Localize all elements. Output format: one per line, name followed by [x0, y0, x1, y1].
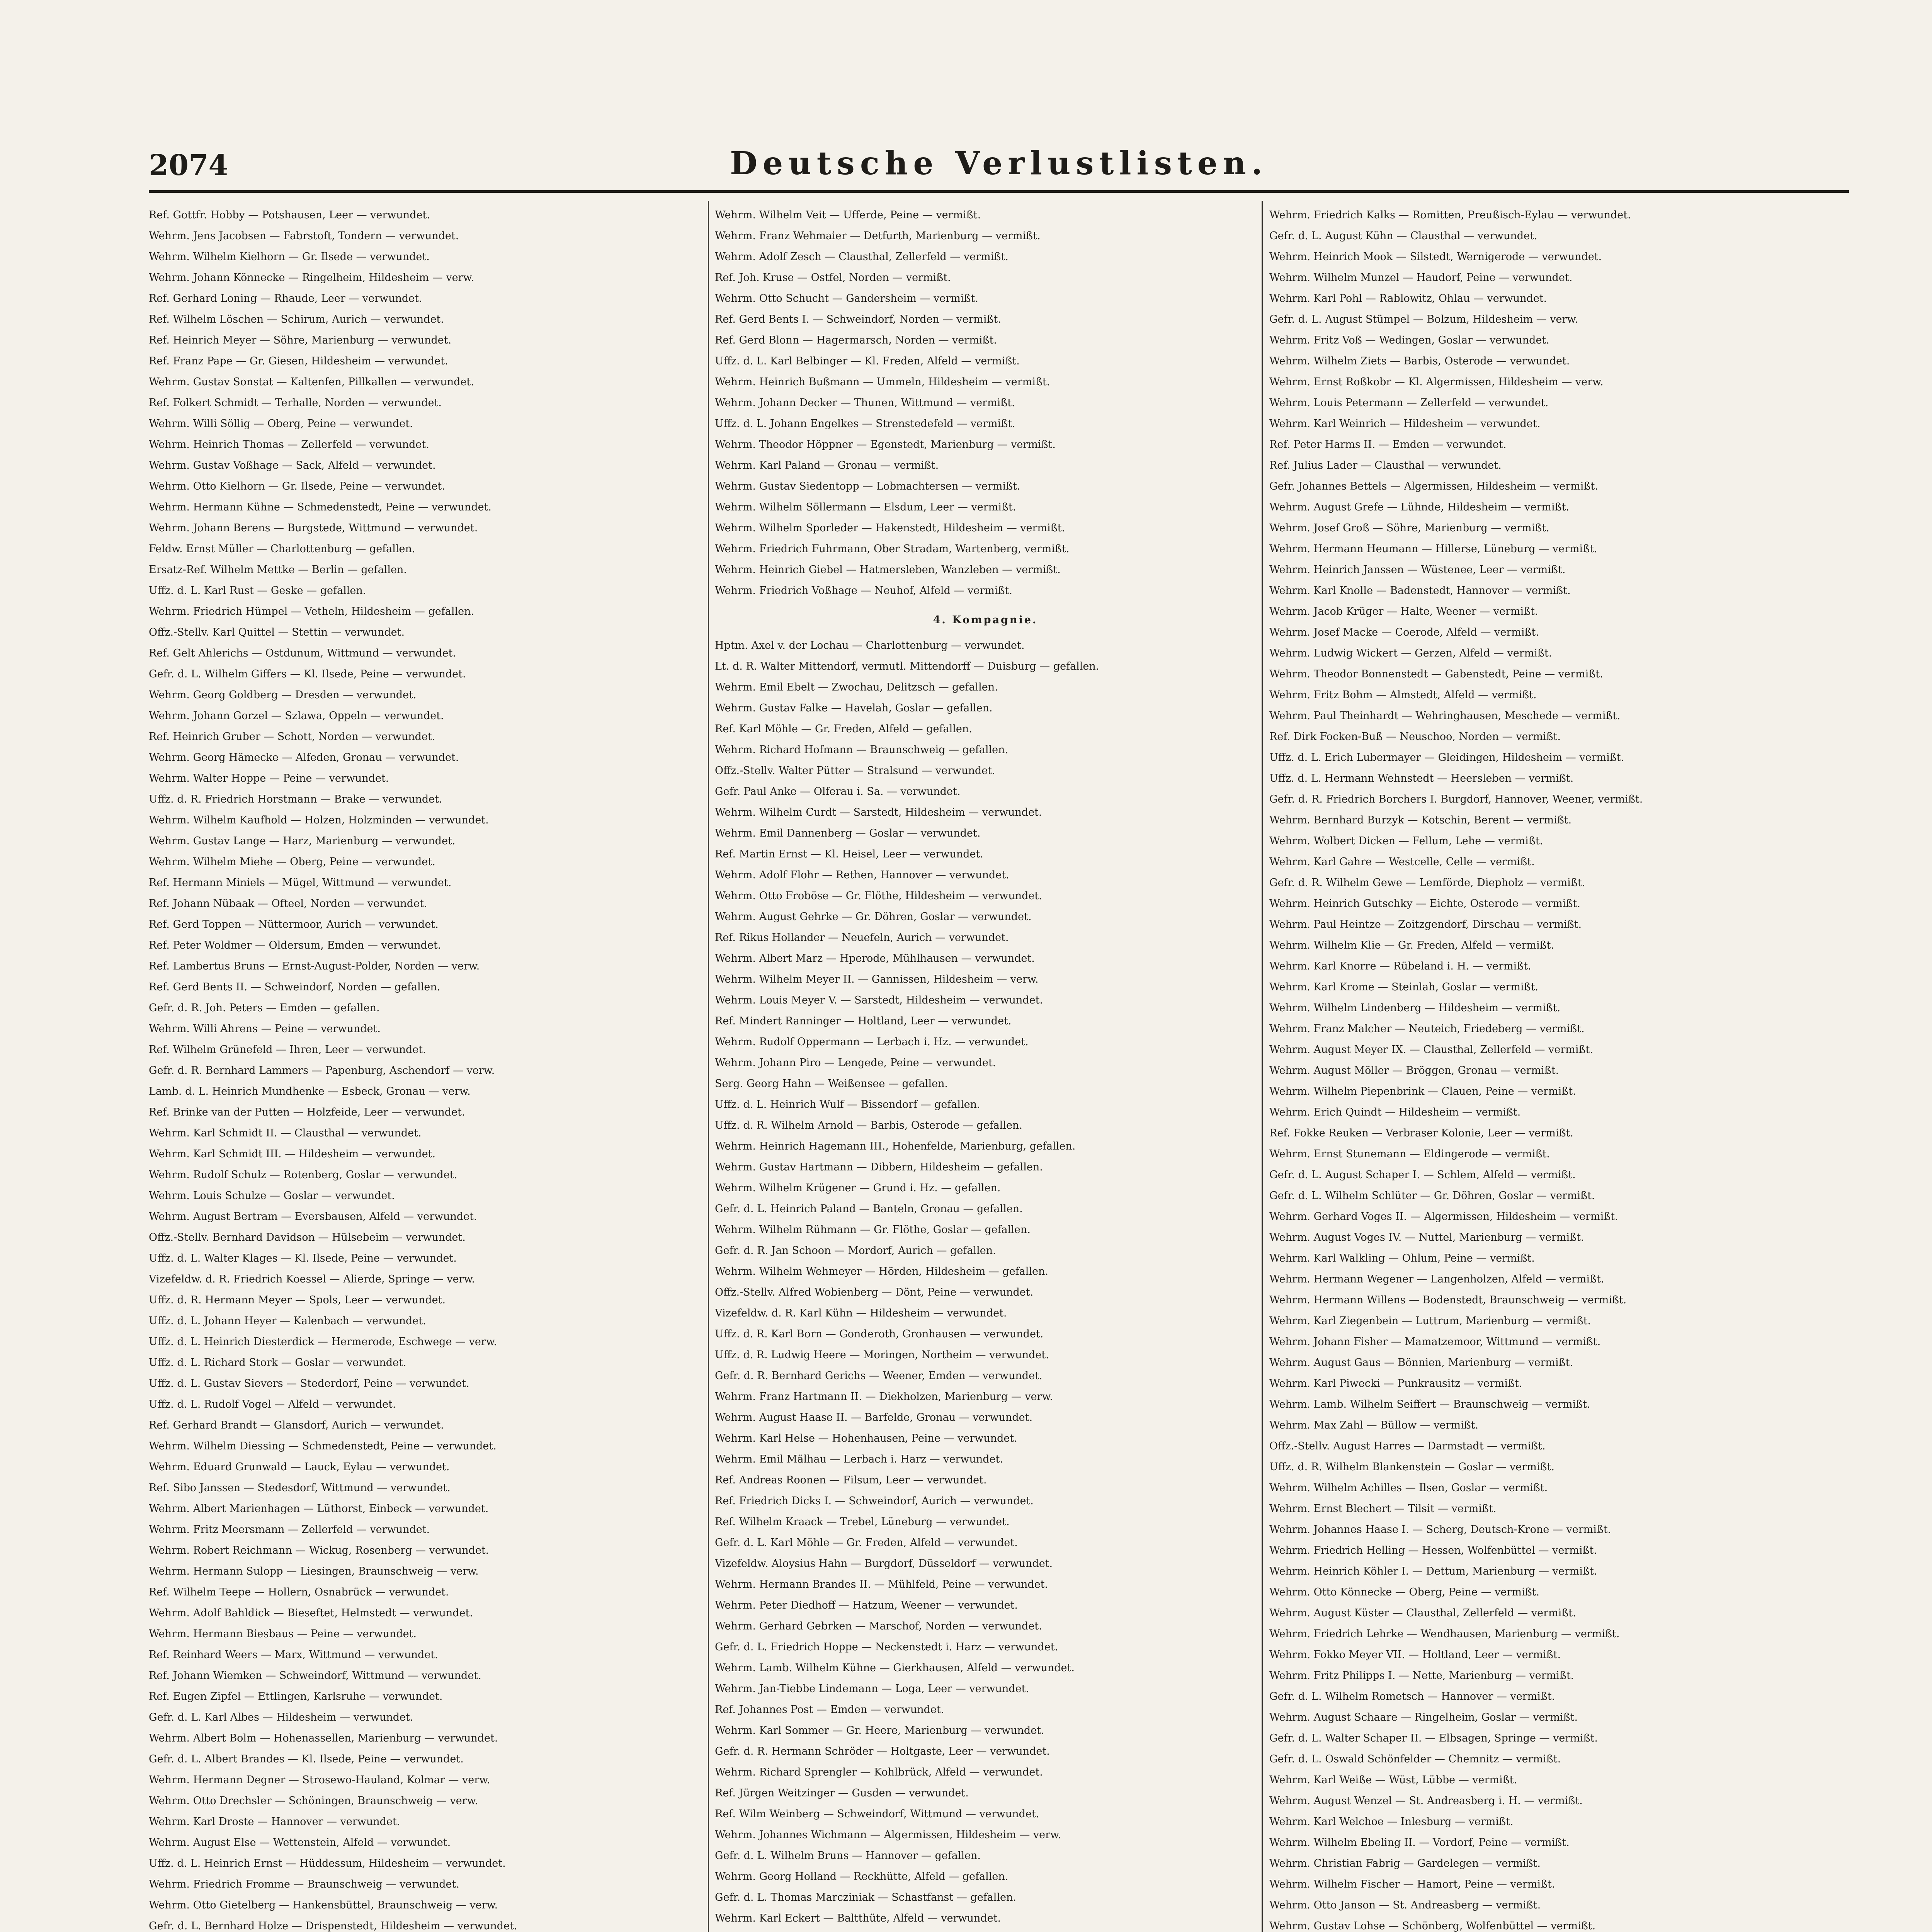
list-column-2 [715, 205, 1256, 1932]
casualty-entry: Wehrm. Gustav Hartmann — Dibbern, Hildesheim — gefallen. [715, 1161, 1043, 1173]
casualty-entry: Wehrm. Wilhelm Lindenberg — Hildesheim — vermißt. [1269, 1002, 1561, 1014]
casualty-entry: Uffz. d. L. Heinrich Wulf — Bissendorf — gefallen. [715, 1099, 980, 1111]
casualty-entry: Gefr. d. L. August Stümpel — Bolzum, Hildesheim — verw. [1269, 313, 1578, 325]
casualty-entry: Wehrm. Wilhelm Curdt — Sarstedt, Hildesheim — verwundet. [715, 806, 1042, 818]
casualty-entry: Uffz. d. L. Heinrich Ernst — Hüddessum, Hildesheim — verwundet. [149, 1857, 506, 1869]
casualty-entry: Wehrm. August Wenzel — St. Andreasberg i. H. — vermißt. [1269, 1795, 1583, 1807]
casualty-entry: Wehrm. Richard Hofmann — Braunschweig — gefallen. [715, 744, 1009, 756]
casualty-entry: Wehrm. August Möller — Bröggen, Gronau — vermißt. [1269, 1065, 1559, 1077]
casualty-entry: Ref. Reinhard Weers — Marx, Wittmund — verwundet. [149, 1649, 438, 1661]
casualty-entry: Gefr. d. R. Bernhard Gerichs — Weener, Emden — verwundet. [715, 1370, 1043, 1382]
casualty-entry: Wehrm. Johann Könnecke — Ringelheim, Hildesheim — verw. [149, 272, 474, 284]
casualty-entry: Wehrm. Robert Reichmann — Wickug, Rosenberg — verwundet. [149, 1544, 489, 1556]
casualty-entry: Gefr. d. R. Wilhelm Gewe — Lemförde, Diepholz — vermißt. [1269, 877, 1585, 889]
casualty-entry: Wehrm. Hermann Wegener — Langenholzen, Alfeld — vermißt. [1269, 1273, 1604, 1285]
casualty-entry: Wehrm. Louis Meyer V. — Sarstedt, Hildesheim — verwundet. [715, 994, 1043, 1006]
casualty-entry: Wehrm. August Gaus — Bönnien, Marienburg — vermißt. [1269, 1357, 1573, 1369]
casualty-entry: Wehrm. Peter Diedhoff — Hatzum, Weener — verwundet. [715, 1599, 1018, 1611]
casualty-entry: Wehrm. Gustav Sonstat — Kaltenfen, Pillkallen — verwundet. [149, 376, 474, 388]
casualty-entry: Wehrm. Wilhelm Sporleder — Hakenstedt, Hildesheim — vermißt. [715, 522, 1065, 534]
casualty-entry: Ref. Eugen Zipfel — Ettlingen, Karlsruhe — verwundet. [149, 1690, 443, 1702]
casualty-entry: Wehrm. Gerhard Voges II. — Algermissen, Hildesheim — vermißt. [1269, 1211, 1618, 1223]
casualty-entry: Wehrm. Gustav Falke — Havelah, Goslar — gefallen. [715, 702, 993, 714]
casualty-entry: Uffz. d. R. Wilhelm Arnold — Barbis, Osterode — gefallen. [715, 1119, 1022, 1131]
column-divider [708, 201, 709, 1932]
casualty-entry: Uffz. d. L. Walter Klages — Kl. Ilsede, Peine — verwundet. [149, 1252, 457, 1264]
casualty-entry: Wehrm. Fritz Voß — Wedingen, Goslar — verwundet. [1269, 334, 1549, 346]
casualty-entry: Wehrm. Johann Fisher — Mamatzemoor, Wittmund — vermißt. [1269, 1336, 1601, 1348]
casualty-entry: Wehrm. Heinrich Mook — Silstedt, Wernigerode — verwundet. [1269, 251, 1602, 263]
casualty-entry: Wehrm. Karl Schmidt II. — Clausthal — verwundet. [149, 1127, 422, 1139]
casualty-entry: Ref. Gerhard Brandt — Glansdorf, Aurich — verwundet. [149, 1419, 444, 1431]
casualty-entry: Wehrm. Wilhelm Klie — Gr. Freden, Alfeld — vermißt. [1269, 939, 1554, 951]
casualty-entry: Gefr. d. L. Wilhelm Bruns — Hannover — gefallen. [715, 1850, 981, 1862]
casualty-entry: Uffz. d. L. Hermann Wehnstedt — Heersleben — vermißt. [1269, 772, 1574, 784]
casualty-entry: Wehrm. Theodor Bonnenstedt — Gabenstedt, Peine — vermißt. [1269, 668, 1603, 680]
casualty-entry: Ref. Gerd Bents I. — Schweindorf, Norden — vermißt. [715, 313, 1001, 325]
casualty-entry: Wehrm. Otto Kielhorn — Gr. Ilsede, Peine — verwundet. [149, 480, 445, 492]
casualty-entry: Wehrm. Franz Malcher — Neuteich, Friedeberg — vermißt. [1269, 1023, 1585, 1035]
casualty-entry: Gefr. d. L. Thomas Marcziniak — Schastfanst — gefallen. [715, 1891, 1016, 1903]
casualty-entry: Wehrm. Wilhelm Söllermann — Elsdum, Leer — vermißt. [715, 501, 1016, 513]
casualty-entry: Uffz. d. L. Gustav Sievers — Stederdorf, Peine — verwundet. [149, 1378, 469, 1389]
casualty-entry: Wehrm. Karl Weiße — Wüst, Lübbe — vermißt. [1269, 1774, 1517, 1786]
casualty-entry: Wehrm. Otto Gietelberg — Hankensbüttel, Braunschweig — verw. [149, 1899, 498, 1911]
casualty-entry: Wehrm. Otto Janson — St. Andreasberg — vermißt. [1269, 1899, 1541, 1911]
casualty-entry: Uffz. d. L. Heinrich Diesterdick — Hermerode, Eschwege — verw. [149, 1336, 497, 1348]
casualty-entry: Ref. Wilhelm Grünefeld — Ihren, Leer — verwundet. [149, 1044, 426, 1056]
casualty-entry: Gefr. d. R. Friedrich Borchers I. Burgdorf, Hannover, Weener, vermißt. [1269, 793, 1643, 805]
casualty-entry: Uffz. d. L. Richard Stork — Goslar — verwundet. [149, 1357, 406, 1369]
casualty-entry: Wehrm. Bernhard Burzyk — Kotschin, Berent — vermißt. [1269, 814, 1572, 826]
casualty-entry: Feldw. Ernst Müller — Charlottenburg — gefallen. [149, 543, 415, 555]
casualty-entry: Offz.-Stellv. Alfred Wobienberg — Dönt, Peine — verwundet. [715, 1286, 1034, 1298]
casualty-entry: Uffz. d. L. Johann Heyer — Kalenbach — verwundet. [149, 1315, 426, 1327]
casualty-entry: Vizefeldw. d. R. Karl Kühn — Hildesheim — verwundet. [715, 1307, 1007, 1319]
casualty-entry: Gefr. d. R. Joh. Peters — Emden — gefallen. [149, 1002, 380, 1014]
casualty-entry: Wehrm. Wilhelm Kielhorn — Gr. Ilsede — verwundet. [149, 251, 430, 263]
casualty-entry: Offz.-Stellv. Karl Quittel — Stettin — verwundet. [149, 626, 405, 638]
casualty-entry: Ref. Gelt Ahlerichs — Ostdunum, Wittmund — verwundet. [149, 647, 456, 659]
casualty-entry: Wehrm. Gustav Siedentopp — Lobmachtersen — vermißt. [715, 480, 1020, 492]
casualty-entry: Ref. Brinke van der Putten — Holzfeide, Leer — verwundet. [149, 1106, 465, 1118]
casualty-entry: Ref. Johann Wiemken — Schweindorf, Wittmund — verwundet. [149, 1670, 481, 1682]
casualty-entry: Wehrm. Franz Hartmann II. — Diekholzen, Marienburg — verw. [715, 1391, 1053, 1403]
casualty-entry: Ref. Sibo Janssen — Stedesdorf, Wittmund — verwundet. [149, 1482, 451, 1494]
casualty-entry: Wehrm. Wilhelm Fischer — Hamort, Peine — vermißt. [1269, 1878, 1555, 1890]
casualty-entry: Wehrm. Ernst Roßkobr — Kl. Algermissen, Hildesheim — verw. [1269, 376, 1604, 388]
casualty-entry: Wehrm. Karl Weinrich — Hildesheim — verwundet. [1269, 418, 1541, 430]
casualty-entry: Gefr. d. L. Karl Möhle — Gr. Freden, Alfeld — verwundet. [715, 1537, 1018, 1549]
casualty-entry: Wehrm. Wilhelm Achilles — Ilsen, Goslar — vermißt. [1269, 1482, 1548, 1494]
casualty-entry: Gefr. d. L. Karl Albes — Hildesheim — verwundet. [149, 1711, 413, 1723]
casualty-entry: Gefr. d. R. Hermann Schröder — Holtgaste, Leer — verwundet. [715, 1745, 1050, 1757]
casualty-entry: Wehrm. Erich Quindt — Hildesheim — vermißt. [1269, 1106, 1521, 1118]
casualty-entry: Wehrm. Gerhard Gebrken — Marschof, Norden — verwundet. [715, 1620, 1042, 1632]
casualty-entry: Wehrm. Karl Welchoe — Inlesburg — vermißt. [1269, 1816, 1514, 1828]
casualty-entry: Wehrm. Heinrich Gutschky — Eichte, Osterode — vermißt. [1269, 898, 1580, 910]
casualty-entry: Ref. Gerd Bents II. — Schweindorf, Norden — gefallen. [149, 981, 440, 993]
casualty-entry: Wehrm. Albert Marienhagen — Lüthorst, Einbeck — verwundet. [149, 1503, 489, 1515]
casualty-entry: Wehrm. Max Zahl — Büllow — vermißt. [1269, 1419, 1479, 1431]
casualty-entry: Vizefeldw. Aloysius Hahn — Burgdorf, Düsseldorf — verwundet. [715, 1558, 1053, 1570]
casualty-entry: Ersatz-Ref. Wilhelm Mettke — Berlin — gefallen. [149, 564, 407, 576]
casualty-entry: Wehrm. August Else — Wettenstein, Alfeld — verwundet. [149, 1837, 451, 1849]
casualty-entry: Wehrm. Wilhelm Veit — Ufferde, Peine — vermißt. [715, 209, 981, 221]
casualty-entry: Wehrm. Adolf Zesch — Clausthal, Zellerfeld — vermißt. [715, 251, 1009, 263]
casualty-entry: Wehrm. Wilhelm Miehe — Oberg, Peine — verwundet. [149, 856, 435, 868]
casualty-entry: Wehrm. August Voges IV. — Nuttel, Marienburg — vermißt. [1269, 1231, 1584, 1243]
casualty-entry: Wehrm. Karl Ziegenbein — Luttrum, Marienburg — vermißt. [1269, 1315, 1591, 1327]
casualty-entry: Gefr. d. L. Walter Schaper II. — Elbsagen, Springe — vermißt. [1269, 1732, 1598, 1744]
page-number: 2074 [149, 149, 228, 182]
casualty-entry: Uffz. d. R. Ludwig Heere — Moringen, Northeim — verwundet. [715, 1349, 1049, 1361]
casualty-entry: Offz.-Stellv. August Harres — Darmstadt — vermißt. [1269, 1440, 1546, 1452]
casualty-entry: Wehrm. Albert Bolm — Hohenassellen, Marienburg — verwundet. [149, 1732, 498, 1744]
casualty-entry: Ref. Peter Harms II. — Emden — verwundet. [1269, 439, 1507, 451]
casualty-entry: Ref. Hermann Miniels — Mügel, Wittmund — verwundet. [149, 877, 452, 889]
casualty-entry: Wehrm. Heinrich Bußmann — Ummeln, Hildesheim — vermißt. [715, 376, 1050, 388]
list-column-1 [149, 205, 701, 1932]
casualty-entry: Uffz. d. L. Erich Lubermayer — Gleidingen, Hildesheim — vermißt. [1269, 752, 1624, 764]
casualty-entry: Wehrm. Karl Eckert — Baltthüte, Alfeld — verwundet. [715, 1912, 1001, 1924]
casualty-entry: Wehrm. Jens Jacobsen — Fabrstoft, Tondern — verwundet. [149, 230, 459, 242]
casualty-entry: Lt. d. R. Walter Mittendorf, vermutl. Mittendorff — Duisburg — gefallen. [715, 660, 1099, 672]
casualty-entry: Wehrm. Karl Knorre — Rübeland i. H. — vermißt. [1269, 960, 1531, 972]
casualty-entry: Uffz. d. L. Karl Rust — Geske — gefallen. [149, 585, 366, 597]
casualty-entry: Ref. Johann Nübaak — Ofteel, Norden — verwundet. [149, 898, 427, 910]
casualty-entry: Wehrm. August Gehrke — Gr. Döhren, Goslar — verwundet. [715, 911, 1032, 923]
casualty-entry: Gefr. d. R. Bernhard Lammers — Papenburg, Aschendorf — verw. [149, 1065, 495, 1077]
casualty-entry: Gefr. d. L. Friedrich Hoppe — Neckenstedt i. Harz — verwundet. [715, 1641, 1058, 1653]
casualty-entry: Uffz. d. L. Rudolf Vogel — Alfeld — verwundet. [149, 1398, 396, 1410]
casualty-entry: Wehrm. Walter Hoppe — Peine — verwundet. [149, 772, 389, 784]
section-heading: 4. Kompagnie. [933, 614, 1038, 626]
casualty-entry: Wehrm. Karl Sommer — Gr. Heere, Marienburg — verwundet. [715, 1725, 1044, 1736]
casualty-entry: Wehrm. Friedrich Fuhrmann, Ober Stradam, Wartenberg, vermißt. [715, 543, 1070, 555]
casualty-entry: Gefr. Paul Anke — Olferau i. Sa. — verwundet. [715, 786, 961, 798]
casualty-entry: Ref. Gerhard Loning — Rhaude, Leer — verwundet. [149, 293, 422, 304]
casualty-entry: Wehrm. Louis Petermann — Zellerfeld — verwundet. [1269, 397, 1549, 409]
casualty-entry: Wehrm. Wilhelm Rühmann — Gr. Flöthe, Goslar — gefallen. [715, 1224, 1031, 1236]
casualty-entry: Ref. Gottfr. Hobby — Potshausen, Leer — verwundet. [149, 209, 430, 221]
casualty-entry: Wehrm. Karl Paland — Gronau — vermißt. [715, 459, 939, 471]
casualty-entry: Wehrm. Karl Walkling — Ohlum, Peine — vermißt. [1269, 1252, 1535, 1264]
casualty-entry: Gefr. d. L. August Schaper I. — Schlem, Alfeld — vermißt. [1269, 1169, 1576, 1181]
casualty-entry: Ref. Gerd Blonn — Hagermarsch, Norden — vermißt. [715, 334, 997, 346]
casualty-entry: Wehrm. Wolbert Dicken — Fellum, Lehe — vermißt. [1269, 835, 1543, 847]
casualty-entry: Wehrm. Louis Schulze — Goslar — verwundet. [149, 1190, 395, 1202]
casualty-entry: Wehrm. Jacob Krüger — Halte, Weener — vermißt. [1269, 605, 1538, 617]
casualty-entry: Wehrm. Paul Theinhardt — Wehringhausen, Meschede — vermißt. [1269, 710, 1620, 722]
casualty-entry: Ref. Mindert Ranninger — Holtland, Leer — verwundet. [715, 1015, 1012, 1027]
casualty-entry: Wehrm. Hermann Heumann — Hillerse, Lüneburg — vermißt. [1269, 543, 1597, 555]
casualty-entry: Wehrm. August Haase II. — Barfelde, Gronau — verwundet. [715, 1412, 1033, 1423]
casualty-entry: Wehrm. Karl Gahre — Westcelle, Celle — vermißt. [1269, 856, 1535, 868]
casualty-entry: Wehrm. Gustav Lange — Harz, Marienburg — verwundet. [149, 835, 456, 847]
casualty-entry: Uffz. d. R. Wilhelm Blankenstein — Goslar — vermißt. [1269, 1461, 1554, 1473]
casualty-entry: Wehrm. Karl Pohl — Rablowitz, Ohlau — verwundet. [1269, 293, 1547, 304]
page-header [149, 145, 1849, 187]
casualty-entry: Wehrm. Karl Piwecki — Punkrausitz — vermißt. [1269, 1378, 1522, 1389]
casualty-entry: Wehrm. Georg Holland — Reckhütte, Alfeld — gefallen. [715, 1871, 1009, 1883]
casualty-entry: Wehrm. Heinrich Köhler I. — Dettum, Marienburg — vermißt. [1269, 1565, 1597, 1577]
casualty-entry: Wehrm. Fritz Philipps I. — Nette, Marienburg — vermißt. [1269, 1670, 1574, 1682]
casualty-entry: Wehrm. Lamb. Wilhelm Kühne — Gierkhausen, Alfeld — verwundet. [715, 1662, 1075, 1674]
casualty-entry: Uffz. d. R. Friedrich Horstmann — Brake — verwundet. [149, 793, 442, 805]
casualty-entry: Wehrm. Heinrich Thomas — Zellerfeld — verwundet. [149, 439, 429, 451]
casualty-entry: Wehrm. Otto Drechsler — Schöningen, Braunschweig — verw. [149, 1795, 478, 1807]
casualty-entry: Wehrm. Heinrich Hagemann III., Hohenfelde, Marienburg, gefallen. [715, 1140, 1076, 1152]
casualty-entry: Wehrm. Ernst Stunemann — Eldingerode — vermißt. [1269, 1148, 1550, 1160]
casualty-entry: Wehrm. Wilhelm Kaufhold — Holzen, Holzminden — verwundet. [149, 814, 489, 826]
casualty-entry: Wehrm. Friedrich Fromme — Braunschweig — verwundet. [149, 1878, 459, 1890]
casualty-entry: Wehrm. Richard Sprengler — Kohlbrück, Alfeld — verwundet. [715, 1766, 1043, 1778]
casualty-entry: Wehrm. Fokko Meyer VII. — Holtland, Leer — vermißt. [1269, 1649, 1561, 1661]
casualty-entry: Ref. Folkert Schmidt — Terhalle, Norden — verwundet. [149, 397, 442, 409]
casualty-entry: Wehrm. Adolf Bahldick — Bieseftet, Helmstedt — verwundet. [149, 1607, 473, 1619]
casualty-entry: Wehrm. Wilhelm Piepenbrink — Clauen, Peine — vermißt. [1269, 1085, 1576, 1097]
casualty-entry: Wehrm. Eduard Grunwald — Lauck, Eylau — verwundet. [149, 1461, 450, 1473]
casualty-entry: Wehrm. August Meyer IX. — Clausthal, Zellerfeld — vermißt. [1269, 1044, 1593, 1056]
casualty-entry: Gefr. d. L. Heinrich Paland — Banteln, Gronau — gefallen. [715, 1203, 1023, 1215]
casualty-entry: Wehrm. Friedrich Helling — Hessen, Wolfenbüttel — vermißt. [1269, 1544, 1597, 1556]
casualty-entry: Ref. Rikus Hollander — Neuefeln, Aurich — verwundet. [715, 932, 1009, 944]
casualty-entry: Wehrm. Wilhelm Meyer II. — Gannissen, Hildesheim — verw. [715, 973, 1039, 985]
casualty-entry: Wehrm. Johannes Wichmann — Algermissen, Hildesheim — verw. [715, 1829, 1061, 1841]
casualty-entry: Gefr. d. L. Oswald Schönfelder — Chemnitz — vermißt. [1269, 1753, 1561, 1765]
casualty-entry: Wehrm. Friedrich Lehrke — Wendhausen, Marienburg — vermißt. [1269, 1628, 1620, 1640]
casualty-entry: Gefr. Johannes Bettels — Algermissen, Hildesheim — vermißt. [1269, 480, 1598, 492]
casualty-entry: Wehrm. Gustav Voßhage — Sack, Alfeld — verwundet. [149, 459, 436, 471]
casualty-entry: Ref. Franz Pape — Gr. Giesen, Hildesheim — verwundet. [149, 355, 448, 367]
casualty-entry: Wehrm. Hermann Biesbaus — Peine — verwundet. [149, 1628, 417, 1640]
casualty-entry: Wehrm. Wilhelm Diessing — Schmedenstedt, Peine — verwundet. [149, 1440, 497, 1452]
casualty-entry: Gefr. d. L. Wilhelm Schlüter — Gr. Döhren, Goslar — vermißt. [1269, 1190, 1595, 1202]
casualty-entry: Ref. Karl Möhle — Gr. Freden, Alfeld — gefallen. [715, 723, 972, 735]
casualty-entry: Wehrm. Fritz Meersmann — Zellerfeld — verwundet. [149, 1524, 430, 1536]
casualty-entry: Wehrm. Willi Söllig — Oberg, Peine — verwundet. [149, 418, 413, 430]
casualty-entry: Offz.-Stellv. Bernhard Davidson — Hülsebeim — verwundet. [149, 1231, 466, 1243]
casualty-entry: Gefr. d. L. August Kühn — Clausthal — verwundet. [1269, 230, 1537, 242]
casualty-entry: Wehrm. August Schaare — Ringelheim, Goslar — vermißt. [1269, 1711, 1578, 1723]
casualty-entry: Ref. Joh. Kruse — Ostfel, Norden — vermißt. [715, 272, 951, 284]
casualty-entry: Wehrm. Johann Gorzel — Szlawa, Oppeln — verwundet. [149, 710, 444, 722]
casualty-entry: Wehrm. Karl Krome — Steinlah, Goslar — vermißt. [1269, 981, 1539, 993]
casualty-entry: Wehrm. Johann Berens — Burgstede, Wittmund — verwundet. [149, 522, 478, 534]
casualty-entry: Ref. Friedrich Dicks I. — Schweindorf, Aurich — verwundet. [715, 1495, 1034, 1507]
casualty-entry: Wehrm. Johann Piro — Lengede, Peine — verwundet. [715, 1057, 996, 1069]
casualty-entry: Wehrm. Emil Dannenberg — Goslar — verwundet. [715, 827, 981, 839]
casualty-entry: Ref. Gerd Toppen — Nüttermoor, Aurich — verwundet. [149, 918, 439, 930]
casualty-entry: Ref. Julius Lader — Clausthal — verwundet. [1269, 459, 1502, 471]
casualty-entry: Ref. Heinrich Meyer — Söhre, Marienburg — verwundet. [149, 334, 452, 346]
casualty-entry: Wehrm. August Küster — Clausthal, Zellerfeld — vermißt. [1269, 1607, 1576, 1619]
casualty-entry: Ref. Wilhelm Kraack — Trebel, Lüneburg — verwundet. [715, 1516, 1010, 1528]
casualty-entry: Gefr. d. L. Bernhard Holze — Drispenstedt, Hildesheim — verwundet. [149, 1920, 517, 1932]
casualty-entry: Ref. Wilhelm Löschen — Schirum, Aurich — verwundet. [149, 313, 444, 325]
casualty-entry: Wehrm. Christian Fabrig — Gardelegen — vermißt. [1269, 1857, 1541, 1869]
casualty-entry: Gefr. d. L. Wilhelm Giffers — Kl. Ilsede, Peine — verwundet. [149, 668, 466, 680]
page-title: Deutsche Verlustlisten. [730, 145, 1268, 182]
casualty-entry: Wehrm. Wilhelm Ziets — Barbis, Osterode — verwundet. [1269, 355, 1570, 367]
casualty-entry: Wehrm. Emil Mälhau — Lerbach i. Harz — verwundet. [715, 1453, 1003, 1465]
casualty-entry: Wehrm. Ernst Blechert — Tilsit — vermißt. [1269, 1503, 1497, 1515]
casualty-entry: Wehrm. Friedrich Kalks — Romitten, Preußisch-Eylau — verwundet. [1269, 209, 1631, 221]
casualty-entry: Ref. Fokke Reuken — Verbraser Kolonie, Leer — vermißt. [1269, 1127, 1573, 1139]
casualty-entry: Wehrm. Adolf Flohr — Rethen, Hannover — verwundet. [715, 869, 1009, 881]
casualty-entry: Wehrm. Heinrich Janssen — Wüstenee, Leer — vermißt. [1269, 564, 1566, 576]
casualty-entry: Uffz. d. R. Karl Born — Gonderoth, Gronhausen — verwundet. [715, 1328, 1044, 1340]
casualty-entry: Wehrm. Franz Wehmaier — Detfurth, Marienburg — vermißt. [715, 230, 1041, 242]
casualty-entry: Gefr. d. L. Albert Brandes — Kl. Ilsede, Peine — verwundet. [149, 1753, 464, 1765]
casualty-entry: Wehrm. Friedrich Hümpel — Vetheln, Hildesheim — gefallen. [149, 605, 474, 617]
casualty-entry: Wehrm. Hermann Willens — Bodenstedt, Braunschweig — vermißt. [1269, 1294, 1627, 1306]
casualty-entry: Wehrm. Karl Helse — Hohenhausen, Peine — verwundet. [715, 1432, 1017, 1444]
casualty-entry: Wehrm. Wilhelm Ebeling II. — Vordorf, Peine — vermißt. [1269, 1837, 1570, 1849]
casualty-entry: Wehrm. Lamb. Wilhelm Seiffert — Braunschweig — vermißt. [1269, 1398, 1590, 1410]
casualty-entry: Vizefeldw. d. R. Friedrich Koessel — Alierde, Springe — verw. [149, 1273, 475, 1285]
casualty-entry: Wehrm. Ludwig Wickert — Gerzen, Alfeld — vermißt. [1269, 647, 1552, 659]
casualty-entry: Wehrm. Wilhelm Wehmeyer — Hörden, Hildesheim — gefallen. [715, 1265, 1048, 1277]
casualty-entry: Uffz. d. R. Hermann Meyer — Spols, Leer — verwundet. [149, 1294, 446, 1306]
casualty-entry: Wehrm. Theodor Höppner — Egenstedt, Marienburg — vermißt. [715, 439, 1056, 451]
column-divider [1262, 201, 1263, 1932]
casualty-entry: Ref. Peter Woldmer — Oldersum, Emden — verwundet. [149, 939, 441, 951]
casualty-entry: Wehrm. Wilhelm Munzel — Haudorf, Peine — verwundet. [1269, 272, 1573, 284]
casualty-entry: Wehrm. Johann Decker — Thunen, Wittmund — vermißt. [715, 397, 1015, 409]
casualty-entry: Wehrm. Rudolf Schulz — Rotenberg, Goslar — verwundet. [149, 1169, 457, 1181]
casualty-entry [715, 1929, 1256, 1932]
casualty-entry: Serg. Georg Hahn — Weißensee — gefallen. [715, 1078, 948, 1090]
casualty-entry: Wehrm. Jan-Tiebbe Lindemann — Loga, Leer — verwundet. [715, 1683, 1029, 1695]
casualty-entry: Wehrm. Albert Marz — Hperode, Mühlhausen — verwundet. [715, 952, 1035, 964]
casualty-entry: Ref. Martin Ernst — Kl. Heisel, Leer — verwundet. [715, 848, 983, 860]
casualty-entry: Gefr. d. R. Jan Schoon — Mordorf, Aurich — gefallen. [715, 1245, 996, 1257]
casualty-entry: Ref. Wilhelm Teepe — Hollern, Osnabrück — verwundet. [149, 1586, 449, 1598]
casualty-entry: Wehrm. Georg Goldberg — Dresden — verwundet. [149, 689, 417, 701]
casualty-entry: Wehrm. Rudolf Oppermann — Lerbach i. Hz. — verwundet. [715, 1036, 1029, 1048]
casualty-entry: Wehrm. Paul Heintze — Zoitzgendorf, Dirschau — vermißt. [1269, 918, 1582, 930]
casualty-entry: Wehrm. Gustav Lohse — Schönberg, Wolfenbüttel — vermißt. [1269, 1920, 1596, 1932]
casualty-entry: Wehrm. Josef Groß — Söhre, Marienburg — vermißt. [1269, 522, 1549, 534]
casualty-entry: Ref. Dirk Focken-Buß — Neuschoo, Norden — vermißt. [1269, 731, 1561, 743]
casualty-entry: Wehrm. Emil Ebelt — Zwochau, Delitzsch — gefallen. [715, 681, 998, 693]
casualty-entry: Wehrm. Karl Schmidt III. — Hildesheim — verwundet. [149, 1148, 436, 1160]
casualty-entry: Offz.-Stellv. Walter Pütter — Stralsund — verwundet. [715, 765, 995, 777]
casualty-entry: Wehrm. Otto Schucht — Gandersheim — vermißt. [715, 293, 978, 304]
casualty-entry: Wehrm. August Bertram — Eversbausen, Alfeld — verwundet. [149, 1211, 477, 1223]
casualty-entry: Wehrm. Hermann Brandes II. — Mühlfeld, Peine — verwundet. [715, 1578, 1048, 1590]
casualty-entry: Ref. Heinrich Gruber — Schott, Norden — verwundet. [149, 731, 435, 743]
casualty-entry: Wehrm. Hermann Kühne — Schmedenstedt, Peine — verwundet. [149, 501, 492, 513]
header-rule [149, 190, 1849, 193]
casualty-entry: Uffz. d. L. Karl Belbinger — Kl. Freden, Alfeld — vermißt. [715, 355, 1020, 367]
casualty-entry: Wehrm. Heinrich Giebel — Hatmersleben, Wanzleben — vermißt. [715, 564, 1061, 576]
casualty-entry: Uffz. d. L. Johann Engelkes — Strenstedefeld — vermißt. [715, 418, 1015, 430]
casualty-entry: Wehrm. Otto Könnecke — Oberg, Peine — vermißt. [1269, 1586, 1540, 1598]
casualty-entry: Wehrm. Friedrich Voßhage — Neuhof, Alfeld — vermißt. [715, 585, 1012, 597]
casualty-entry: Wehrm. August Grefe — Lühnde, Hildesheim — vermißt. [1269, 501, 1570, 513]
casualty-entry: Wehrm. Wilhelm Krügener — Grund i. Hz. — gefallen. [715, 1182, 1001, 1194]
casualty-entry: Wehrm. Josef Macke — Coerode, Alfeld — vermißt. [1269, 626, 1539, 638]
casualty-entry: Wehrm. Fritz Bohm — Almstedt, Alfeld — vermißt. [1269, 689, 1537, 701]
casualty-entry: Ref. Lambertus Bruns — Ernst-August-Polder, Norden — verw. [149, 960, 480, 972]
casualty-entry: Wehrm. Willi Ahrens — Peine — verwundet. [149, 1023, 381, 1035]
casualty-entry: Hptm. Axel v. der Lochau — Charlottenburg — verwundet. [715, 639, 1025, 651]
casualty-entry: Ref. Wilm Weinberg — Schweindorf, Wittmund — verwundet. [715, 1808, 1039, 1820]
casualty-entry: Ref. Andreas Roonen — Filsum, Leer — verwundet. [715, 1474, 987, 1486]
casualty-entry: Lamb. d. L. Heinrich Mundhenke — Esbeck, Gronau — verw. [149, 1085, 471, 1097]
casualty-entry: Wehrm. Johannes Haase I. — Scherg, Deutsch-Krone — vermißt. [1269, 1524, 1611, 1536]
casualty-entry: Wehrm. Otto Froböse — Gr. Flöthe, Hildesheim — verwundet. [715, 890, 1042, 902]
casualty-entry: Wehrm. Hermann Degner — Strosewo-Hauland, Kolmar — verw. [149, 1774, 490, 1786]
casualty-entry: Ref. Jürgen Weitzinger — Gusden — verwundet. [715, 1787, 969, 1799]
casualty-entry: Ref. Johannes Post — Emden — verwundet. [715, 1704, 944, 1716]
casualty-entry: Wehrm. Karl Droste — Hannover — verwundet. [149, 1816, 400, 1828]
casualty-entry: Wehrm. Hermann Sulopp — Liesingen, Braunschweig — verw. [149, 1565, 479, 1577]
list-column-3 [1269, 205, 1849, 1932]
casualty-entry: Wehrm. Karl Knolle — Badenstedt, Hannover — vermißt. [1269, 585, 1571, 597]
casualty-entry: Wehrm. Georg Hämecke — Alfeden, Gronau — verwundet. [149, 752, 459, 764]
casualty-entry: Gefr. d. L. Wilhelm Rometsch — Hannover — vermißt. [1269, 1690, 1555, 1702]
